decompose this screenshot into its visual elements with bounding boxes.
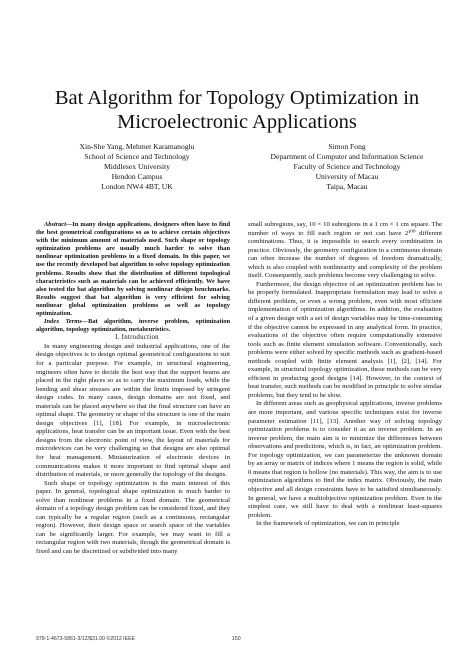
author-block-right (262, 142, 432, 192)
title-line-2: Microelectronic Applications (117, 111, 357, 133)
page-number: 150 (232, 636, 241, 642)
abstract: Abstract—In many design applications, designers often have to find the best geometrical configurations so as to achieve certain objectives with the minimum amount of materials used. Such shape or topology optimization problems are usually much harder to solve than nonlinear optimization problems in a fixed domain. In this paper, we use the recently developed bat algorithm to solve topology optimization problems. Results show that the distribution of different topological characteristics such as materials can be achieved efficiently. We have also tested the bat algorithm by solving nonlinear design benchmarks. Results suggest that bat algorithm is very efficient for solving nonlinear global optimization problems as well as topology optimization. (36, 221, 230, 318)
footer-copyright: 978-1-4673-5861-3/12/$31.00 ©2012 IEEE (36, 636, 136, 642)
body-paragraph: small subregions, say, 10 × 10 subregions in a 1 cm × 1 cm square. The number of ways to fill each region or not can have 2¹⁰⁰ different combinations. Thus, it is impossible to search every combination in practice. Obviously, the geometry configuration in a continuous domain can often increase the number of degrees of freedom dramatically, which is also coupled with nonlinearity and complexity of the problem itself. Consequently, such problems become very challenging to solve. (248, 221, 442, 280)
title-line-1: Bat Algorithm for Topology Optimization in (54, 87, 420, 109)
author-city: London NW4 4BT, UK (101, 182, 173, 191)
section-heading-introduction: I. Introduction (115, 334, 159, 342)
body-paragraph: In many engineering design and industrial applications, one of the design objectives is to design optimal geometrical configurations to suit for a particular purpose. For example, in structural engineering, engineers often have to decide the best way that the support beams are placed in the right places so as to carry the maximum loads, while the bending and shear stresses are within the limits imposed by stringent design codes. In many cases, design domains are not fixed, and materials can be placed anywhere so that the final structure can have an optimal shape. The geometry or shape of the structure is one of the main design objectives [1], [18]. For example, in microelectronic applications, heat transfer can be an important issue. Even with the best designs from the electronic point of view, the layout of materials for microdevices can be very challenging so that designs are also optimal for heat management. Miniaturization of electronic devices in communications makes it more important to find optimal shape and distribution of materials, or more generally the topology of the designs. (36, 342, 230, 479)
right-column (248, 221, 442, 529)
body-paragraph: Such shape or topology optimization is the main interest of this paper. In general, topological shape optimization is much harder to solve than nonlinear problems in a fixed domain. The geometrical domain of a topology design problem can be considered fixed, and they can typically be a regular region (such as a continuous, rectangular region). However, their design space or search space of the variables can be significantly larger. For example, we may want to fill a rectangular region with two materials, though the geometrical domain is fixed and can be discretized or subdivided into many (36, 479, 230, 555)
author-university: Middlesex University (103, 162, 170, 171)
paper-title (0, 86, 474, 134)
index-terms-label: Index Terms (44, 318, 82, 326)
author-names: Simon Fong (328, 142, 366, 151)
abstract-label: Abstract (44, 221, 67, 228)
body-paragraph: In different areas such as geophysical applications, inverse problems are more important, and various specific techniques exist for inverse parameter estimation [11], [13]. Another way of solving topology optimization problems is to consider it as an inverse problem. In an inverse problem, the main aim is to minimize the differences between observations and predictions, which is, in fact, an optimization problem. For topology optimization, we can parameterize the unknown domain by an array or matrix of indices where 1 means the region is solid, while 0 means that region is hollow (no materials). This way, the aim is to use optimization algorithms to find the index matrix. Obviously, the main objective and all design constraints have to be satisfied simultaneously. In general, we have a multiobjective optimization problem. Even in the simplest case, we still have to deal with a nonlinear least-squares problem. (248, 400, 442, 519)
author-faculty: Faculty of Science and Technology (293, 162, 401, 171)
index-terms: Index Terms—Bat algorithm, inverse problem, optimization algorithm, topology optimization, metaheuristics. (36, 318, 230, 334)
left-column (36, 221, 230, 557)
author-campus: Hendon Campus (111, 172, 163, 181)
index-terms-text: Bat algorithm, inverse problem, optimization algorithm, topology optimization, metaheuristics. (36, 318, 230, 334)
author-city: Taipa, Macau (326, 182, 368, 191)
author-names: Xin-She Yang, Mehmet Karamanoglu (79, 142, 195, 151)
body-paragraph: In the framework of optimization, we can in principle (256, 520, 400, 528)
author-department: Department of Computer and Information Science (270, 152, 424, 161)
body-paragraph: Furthermore, the design objective of an optimization problem has to be properly formulated. Inappropriate formulation may lead to solve a different problem, or even a wrong problem, even with most efficient implementation of optimization algorithms. In addition, the evaluation of a given design with a set of design variables may be time-consuming if the objective cannot be expressed in any analytical form. In practice, evaluations of the objective often require computationally extensive tools such as finite element simulation software. Conventionally, such problems were either solved by specific methods such as gradient-based methods coupled with finite element analysis [1], [2], [14]. For example, in structural topology optimization, these methods can be very efficient in producing good designs [14]. However, in the context of heat transfer, such methods can be modified in principle to solve similar problems, but they tend to be slow. (248, 280, 442, 399)
author-block-left (72, 142, 202, 192)
abstract-text: In many design applications, designers often have to find the best geometrical configurations so as to achieve certain objectives with the minimum amount of materials used. Such shape or topology optimization problems are usually much harder to solve than nonlinear optimization problems in a fixed domain. In this paper, we use the recently developed bat algorithm to solve topology optimization problems. Results show that the distribution of different topological characteristics such as materials can be achieved efficiently. We have also tested the bat algorithm by solving nonlinear design benchmarks. Results suggest that bat algorithm is very efficient for solving nonlinear global optimization problems as well as topology optimization. (36, 221, 230, 318)
author-university: University of Macau (315, 172, 379, 181)
author-department: School of Science and Technology (84, 152, 190, 161)
